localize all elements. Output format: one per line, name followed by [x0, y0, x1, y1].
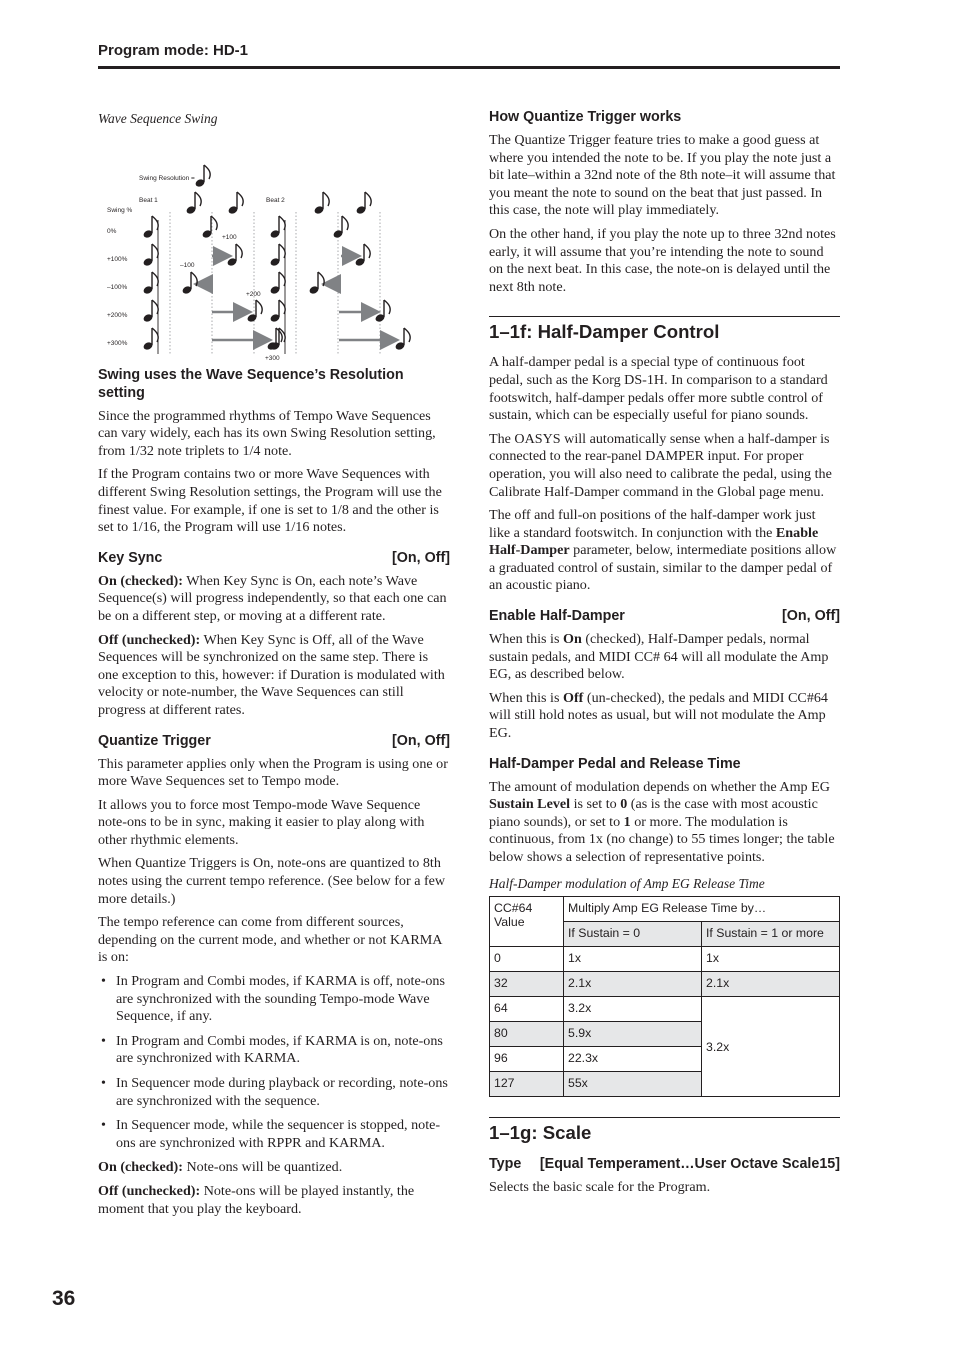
keysync-on-label: On (checked):: [98, 572, 183, 589]
section-1f-title: 1–1f: Half-Damper Control: [489, 316, 840, 344]
quantize-range: [On, Off]: [392, 732, 450, 749]
keysync-on: [98, 573, 450, 626]
beat1-label: Beat 1: [139, 196, 158, 204]
top-note-icon: [185, 192, 201, 215]
table-cell: 80: [490, 1022, 564, 1047]
table-cell: 1x: [564, 947, 702, 972]
row-label-1: +100%: [107, 255, 128, 263]
how-quantize-heading: How Quantize Trigger works: [489, 109, 682, 125]
header-rule: [98, 66, 840, 69]
type-heading: [489, 1155, 840, 1173]
beat-note-icon: [269, 216, 285, 239]
top-note-icon: [355, 192, 371, 215]
right-column: [489, 104, 840, 1203]
figure-caption: Wave Sequence Swing: [98, 111, 218, 126]
type-name: Type: [489, 1156, 522, 1173]
list-item: • In Program and Combi modes, if KARMA is on, note-ons are synchronized with KARMA.: [101, 1032, 443, 1067]
beat-note-icon: [142, 244, 158, 267]
quantize-on: [98, 1159, 450, 1177]
enable-range: [On, Off]: [782, 608, 840, 625]
keysync-off-text: When Key Sync is Off, all of the Wave Sequences will be synchronized on the same step. There is one exception to this, however: if Duration is modulated with velocity or note-number, the Wave Sequences can still progress at different rates.: [98, 631, 445, 718]
table-cell: 55x: [564, 1072, 702, 1097]
release-heading: Half-Damper Pedal and Release Time: [489, 755, 741, 772]
swing-note-icon: [374, 300, 390, 323]
beat-note-icon: [269, 272, 285, 295]
half-damper-paragraph-1: A half-damper pedal is a special type of continuous foot pedal, such as the Korg DS-1H. In comparison to a standard footswitch, half-damper pedals offer more subtle control of sustain, which can be especially useful for piano sounds.: [489, 354, 828, 424]
quantize-paragraph-3: When Quantize Triggers is On, note-ons are quantized to 8th notes using the current tempo reference. (See below for a few more details.): [98, 855, 446, 907]
beat-note-icon: [269, 244, 285, 267]
mark-minus100: –100: [180, 261, 195, 269]
text-run: When this is: [489, 631, 563, 648]
row-label-4: +300%: [107, 339, 128, 347]
swing-note-icon: [226, 244, 242, 267]
keysync-heading: [98, 549, 450, 567]
header-sustain1: If Sustain = 1 or more: [702, 922, 840, 947]
value-ref: Off: [563, 689, 584, 706]
quantize-off: [98, 1183, 450, 1218]
table-cell: 22.3x: [564, 1047, 702, 1072]
table-cell: 2.1x: [702, 972, 840, 997]
top-note-icon: [313, 192, 329, 215]
swing-paragraph-2: If the Program contains two or more Wave Sequences with different Swing Resolution settings, the Program will use the finest value. For example, if one is set to 1/8 and the other is set to 1/16, the Program will use 1/16 notes.: [98, 466, 442, 536]
text-run: (un-checked), the pedals and MIDI CC#64 will still hold notes as usual, but will not modulate the Amp EG.: [489, 689, 828, 742]
text-run: (checked), Half-Damper pedals, normal sustain pedals, and MIDI CC# 64 will all modulate the Amp EG, as described below.: [489, 631, 829, 683]
resolution-note-icon: [194, 165, 210, 188]
quantize-heading: [98, 732, 450, 750]
swing-diagram: [98, 132, 428, 362]
enable-paragraph-2: [489, 690, 840, 743]
quantize-on-label: On (checked):: [98, 1159, 183, 1176]
keysync-off: [98, 632, 450, 720]
list-item: • In Sequencer mode, while the sequencer is stopped, note-ons are synchronized with RPPR and KARMA.: [101, 1117, 441, 1151]
list-item: • In Program and Combi modes, if KARMA is off, note-ons are synchronized with the sounding Tempo-mode Wave Sequence, if any.: [101, 973, 445, 1025]
offbeat-note-icon: [201, 216, 217, 239]
keysync-off-label: Off (unchecked):: [98, 631, 201, 648]
keysync-name: Key Sync: [98, 549, 163, 566]
beat-note-icon: [269, 300, 285, 323]
table-cell: 2.1x: [564, 972, 702, 997]
swing-percent-label: Swing %: [107, 206, 133, 214]
half-damper-paragraph-2: The OASYS will automatically sense when a half-damper is connected to the rear-panel DAMPER input. For proper operation, you will also need to calibrate the pedal, using the Calibrate Half-Damper command in the Global page menu.: [489, 430, 832, 500]
quantize-off-label: Off (unchecked):: [98, 1182, 201, 1199]
resolution-label: Swing Resolution =: [139, 174, 195, 182]
quantize-paragraph-2: It allows you to force most Tempo-mode Wave Sequence note-ons to be in sync, making it easier to play along with other rhythmic elements.: [98, 796, 425, 848]
type-range: [Equal Temperament…User Octave Scale15]: [539, 1156, 840, 1173]
quantize-paragraph-4: The tempo reference can come from different sources, depending on the current mode, and whether or not KARMA is on:: [98, 914, 442, 966]
beat-note-icon: [142, 328, 158, 351]
text-run: When this is: [489, 689, 563, 706]
top-note-icon: [227, 192, 243, 215]
keysync-on-text: When Key Sync is On, each note’s Wave Sequence(s) will progress independently, so that each one can be on a different step, or moving at a different rate.: [98, 572, 447, 624]
page-number: 36: [52, 1287, 76, 1310]
beat-note-icon: [142, 272, 158, 295]
text-run: or more. The modulation is continuous, from 1x (no change) to 55 times longer; the table below shows a selection of representative points.: [489, 813, 835, 865]
bullet-text: In Sequencer mode, while the sequencer is stopped, note-ons are synchronized with RPPR and KARMA.: [116, 1117, 441, 1151]
param-ref: Sustain Level: [489, 796, 571, 813]
beat2-label: Beat 2: [266, 196, 285, 204]
value-ref: 1: [623, 813, 631, 830]
text-run: The amount of modulation depends on whether the Amp EG: [489, 778, 830, 795]
bullet-text: In Program and Combi modes, if KARMA is off, note-ons are synchronized with the sounding Tempo-mode Wave Sequence, if any.: [116, 973, 445, 1025]
table-cell: 3.2x: [564, 997, 702, 1022]
release-paragraph: [489, 779, 840, 867]
beat-note-icon: [142, 216, 158, 239]
swing-note-icon: [181, 272, 197, 295]
text-run: is set to: [570, 796, 621, 813]
quantize-bullet-list: [98, 973, 450, 1152]
quantize-name: Quantize Trigger: [98, 732, 211, 749]
table-cell: 5.9x: [564, 1022, 702, 1047]
table-cell: 1x: [702, 947, 840, 972]
row-label-0: 0%: [107, 227, 117, 235]
table-cell: 0: [490, 947, 564, 972]
swing-note-icon: [394, 328, 410, 351]
enable-heading: [489, 607, 840, 625]
table-cell: 127: [490, 1072, 564, 1097]
mark-plus200: +200: [246, 290, 261, 298]
mark-plus300: +300: [265, 354, 280, 362]
keysync-range: [On, Off]: [392, 549, 450, 566]
left-column: [98, 104, 450, 1224]
text-run: parameter, below, intermediate positions allow a graduated control of sustain, similar to the damper pedal of an acoustic piano.: [489, 542, 837, 594]
swing-figure: [98, 132, 450, 362]
mark-plus100: +100: [222, 233, 237, 241]
swing-heading: Swing uses the Wave Sequence’s Resolution setting: [98, 366, 404, 401]
header-sustain0: If Sustain = 0: [564, 922, 702, 947]
row-label-2: –100%: [107, 283, 128, 291]
running-header: Program mode: HD-1: [98, 42, 249, 59]
row-label-3: +200%: [107, 311, 128, 319]
value-ref: On: [563, 631, 582, 648]
type-description: Selects the basic scale for the Program.: [489, 1179, 711, 1196]
how-quantize-paragraph-2: On the other hand, if you play the note up to three 32nd notes early, it will assume that you’re intending the note to sound on the next beat. In this case, the note-on is delayed until the next 8th note.: [489, 225, 836, 295]
half-damper-paragraph-3: [489, 507, 840, 595]
offbeat-note-icon: [332, 216, 348, 239]
param-ref: Enable Half-Damper: [489, 524, 819, 559]
beat-note-icon: [142, 300, 158, 323]
bullet-text: In Program and Combi modes, if KARMA is on, note-ons are synchronized with KARMA.: [116, 1032, 443, 1067]
swing-note-icon: [266, 328, 282, 351]
enable-name: Enable Half-Damper: [489, 608, 625, 625]
bullet-text: In Sequencer mode during playback or recording, note-ons are synchronized with the sequence.: [116, 1075, 448, 1109]
text-run: (as is the case with most acoustic piano sounds), or set to: [489, 796, 818, 830]
release-time-table: [489, 896, 840, 1097]
quantize-off-text: Note-ons will be played instantly, the moment that you play the keyboard.: [98, 1182, 415, 1217]
table-cell: 32: [490, 972, 564, 997]
how-quantize-paragraph-1: The Quantize Trigger feature tries to make a good guess at where you intended the note to be. If you play the note just a bit late–within a 32nd note of the 8th note–it will assume that you meant the note to sound on the beat that just passed. In this case, the note will play immediately.: [489, 132, 836, 219]
swing-note-icon: [308, 272, 324, 295]
header-multiply: Multiply Amp EG Release Time by…: [564, 897, 840, 922]
section-1g-title: 1–1g: Scale: [489, 1117, 840, 1145]
merged-cell: 3.2x: [702, 997, 840, 1097]
header-cc64: CC#64 Value: [490, 897, 564, 947]
list-item: • In Sequencer mode during playback or recording, note-ons are synchronized with the sequence.: [101, 1075, 448, 1109]
swing-paragraph-1: Since the programmed rhythms of Tempo Wave Sequences can vary widely, each has its own Swing Resolution setting, from 1/32 note triplets to 1/4 note.: [98, 407, 436, 459]
table-cell: 96: [490, 1047, 564, 1072]
quantize-on-text: Note-ons will be quantized.: [182, 1159, 343, 1176]
enable-paragraph-1: [489, 631, 840, 684]
table-cell: 64: [490, 997, 564, 1022]
table-caption: Half-Damper modulation of Amp EG Release Time: [489, 875, 765, 891]
value-ref: 0: [620, 796, 628, 813]
quantize-paragraph-1: This parameter applies only when the Program is using one or more Wave Sequences set to Tempo mode.: [98, 755, 448, 790]
text-run: The off and full-on positions of the half-damper work just like a standard footswitch. In conjunction with the: [489, 507, 816, 541]
